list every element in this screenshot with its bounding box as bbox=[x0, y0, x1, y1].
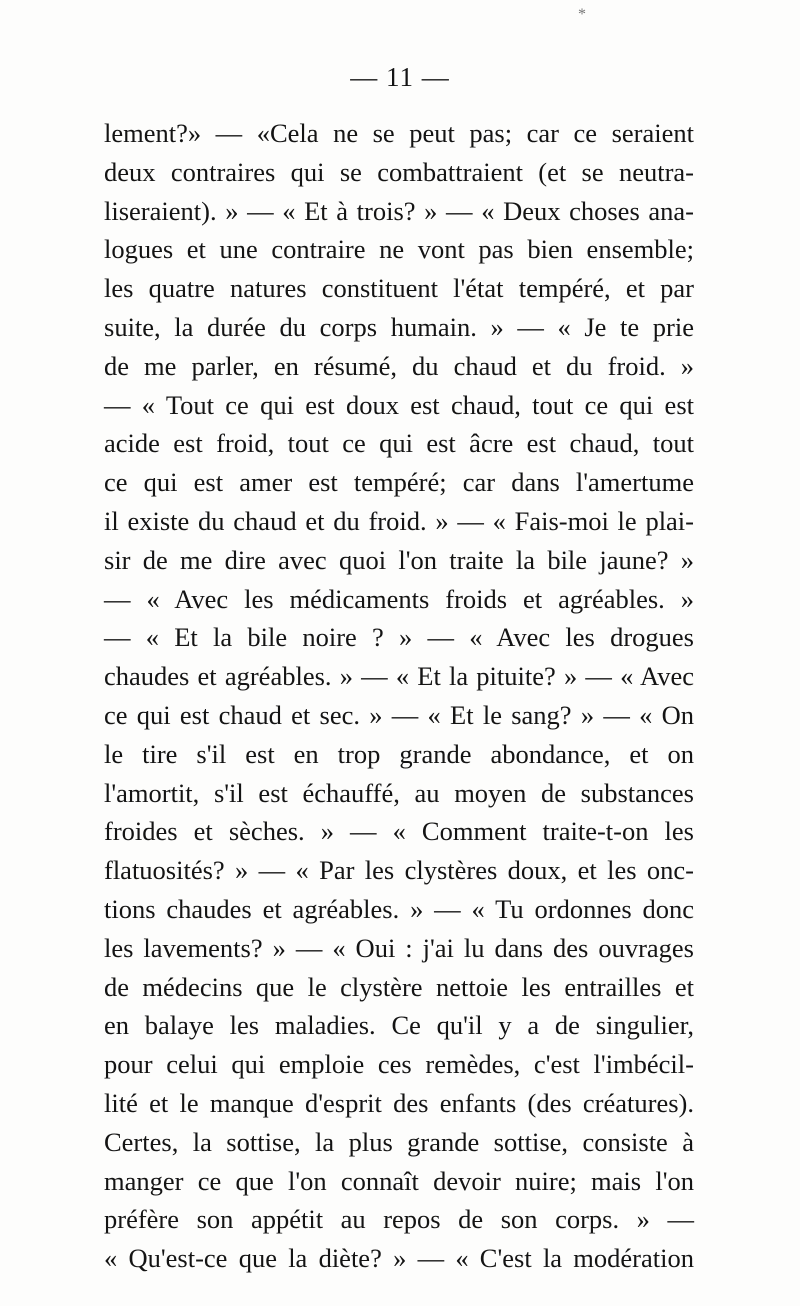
text-line: de médecins que le clystère nettoie les entrailles et bbox=[104, 971, 694, 1002]
text-line: acide est froid, tout ce qui est âcre est chaud, tout bbox=[104, 428, 694, 459]
text-line: lité et le manque d'esprit des enfants (des créatures). bbox=[104, 1087, 694, 1118]
text-line: ce qui est amer est tempéré; car dans l'amertume bbox=[104, 467, 694, 498]
text-line: deux contraires qui se combattraient (et se neutra- bbox=[104, 156, 694, 187]
text-line: suite, la durée du corps humain. » — « Je te prie bbox=[104, 311, 694, 342]
text-line: ce qui est chaud et sec. » — « Et le sang? » — « On bbox=[104, 699, 694, 730]
text-line: les quatre natures constituent l'état tempéré, et par bbox=[104, 273, 694, 304]
text-line: manger ce que l'on connaît devoir nuire; mais l'on bbox=[104, 1165, 694, 1196]
text-line: l'amortit, s'il est échauffé, au moyen de substances bbox=[104, 777, 694, 808]
text-line: de me parler, en résumé, du chaud et du froid. » bbox=[104, 350, 694, 381]
text-line: préfère son appétit au repos de son corps. » — bbox=[104, 1204, 694, 1235]
text-line: les lavements? » — « Oui : j'ai lu dans des ouvrages bbox=[104, 932, 694, 963]
text-line: flatuosités? » — « Par les clystères doux, et les onc- bbox=[104, 855, 694, 886]
text-line: chaudes et agréables. » — « Et la pituite? » — « Avec bbox=[104, 661, 694, 692]
text-line: « Qu'est-ce que la diète? » — « C'est la modération bbox=[104, 1243, 694, 1274]
text-line: pour celui qui emploie ces remèdes, c'est l'imbécil- bbox=[104, 1049, 694, 1080]
text-line: — « Tout ce qui est doux est chaud, tout ce qui est bbox=[104, 389, 694, 420]
text-line: en balaye les maladies. Ce qu'il y a de singulier, bbox=[104, 1010, 694, 1041]
text-line: froides et sèches. » — « Comment traite-t-on les bbox=[104, 816, 694, 847]
text-line: le tire s'il est en trop grande abondance, et on bbox=[104, 738, 694, 769]
text-line: il existe du chaud et du froid. » — « Fais-moi le plai- bbox=[104, 505, 694, 536]
text-line: Certes, la sottise, la plus grande sottise, consiste à bbox=[104, 1126, 694, 1157]
page-number: — 11 — bbox=[350, 62, 450, 92]
text-line: — « Avec les médicaments froids et agréables. » bbox=[104, 583, 694, 614]
text-line: tions chaudes et agréables. » — « Tu ordonnes donc bbox=[104, 893, 694, 924]
text-line: liseraient). » — « Et à trois? » — « Deux choses ana- bbox=[104, 195, 694, 226]
corner-mark: * bbox=[578, 6, 586, 23]
text-line: logues et une contraire ne vont pas bien ensemble; bbox=[104, 234, 694, 265]
text-line: — « Et la bile noire ? » — « Avec les drogues bbox=[104, 622, 694, 653]
text-line: sir de me dire avec quoi l'on traite la bile jaune? » bbox=[104, 544, 694, 575]
text-line: lement?» — «Cela ne se peut pas; car ce seraient bbox=[104, 118, 694, 148]
body-text bbox=[104, 114, 694, 1278]
